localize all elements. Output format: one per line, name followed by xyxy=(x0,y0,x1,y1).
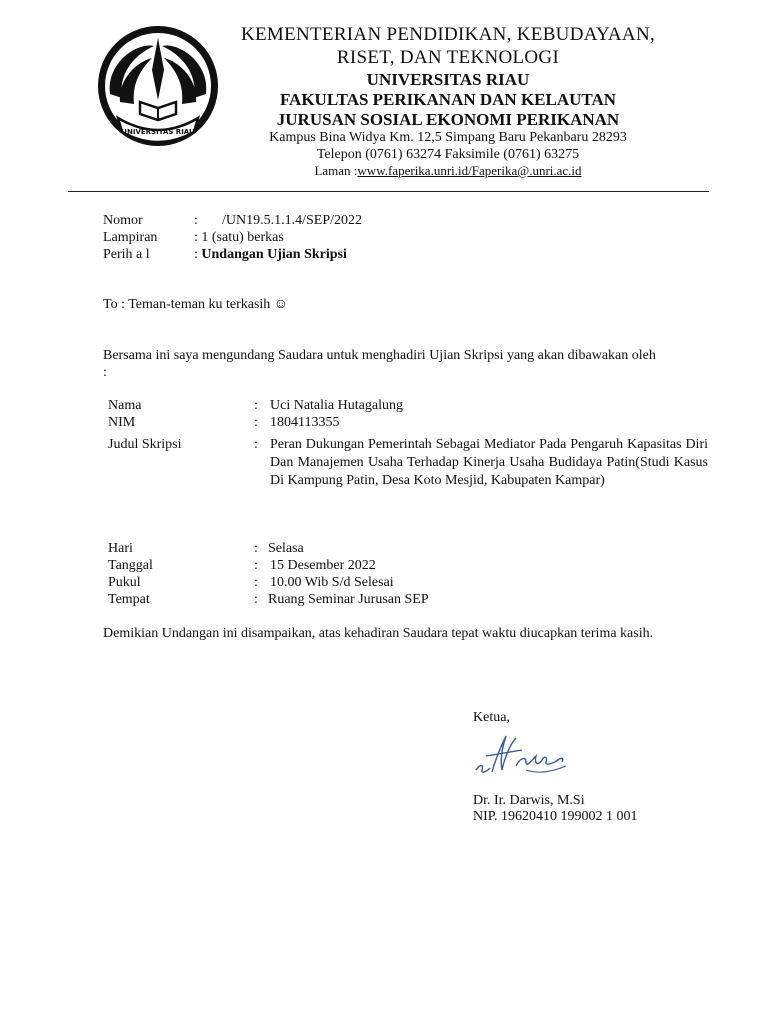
place-value: Ruang Seminar Jurusan SEP xyxy=(268,592,429,607)
subject-value: Undangan Ujian Skripsi xyxy=(201,247,347,262)
place-label: Tempat xyxy=(108,592,150,607)
number-separator: : xyxy=(194,213,198,228)
ministry-line-1: KEMENTERIAN PENDIDIKAN, KEBUDAYAAN, xyxy=(240,24,656,45)
name-value: Uci Natalia Hutagalung xyxy=(270,398,403,413)
time-label: Pukul xyxy=(108,575,141,590)
date-label: Tanggal xyxy=(108,558,153,573)
attachment-value: : 1 (satu) berkas xyxy=(194,230,284,245)
day-label: Hari xyxy=(108,541,133,556)
ministry-line-2: RISET, DAN TEKNOLOGI xyxy=(336,47,560,68)
date-value: 15 Desember 2022 xyxy=(270,558,376,573)
time-separator: : xyxy=(254,575,258,590)
nim-separator: : xyxy=(254,415,258,430)
website-line xyxy=(228,163,668,179)
faculty-name: FAKULTAS PERIKANAN DAN KELAUTAN xyxy=(279,90,617,109)
subject-label: Perih a l xyxy=(103,247,150,262)
phone-line: Telepon (0761) 63274 Faksimile (0761) 63275 xyxy=(316,147,580,162)
signatory-name: Dr. Ir. Darwis, M.Si xyxy=(473,793,585,808)
time-value: 10.00 Wib S/d Selesai xyxy=(270,575,394,590)
address-line: Kampus Bina Widya Km. 12,5 Simpang Baru Pekanbaru 28293 xyxy=(269,130,627,145)
nim-label: NIM xyxy=(108,415,136,430)
logo-text: UNIVERSITAS RIAU xyxy=(121,128,195,136)
signatory-nip: NIP. 19620410 199002 1 001 xyxy=(473,809,638,824)
closing-paragraph: Demikian Undangan ini disampaikan, atas kehadiran Saudara tepat waktu diucapkan terima kasih. xyxy=(103,626,654,641)
name-label: Nama xyxy=(108,398,142,413)
attachment-label: Lampiran xyxy=(103,230,158,245)
day-value: Selasa xyxy=(268,541,304,556)
university-logo xyxy=(96,24,220,148)
recipient-line: To : Teman-teman ku terkasih ☺ xyxy=(103,297,289,312)
thesis-value: Peran Dukungan Pemerintah Sebagai Mediator Pada Pengaruh Kapasitas Diri Dan Manajemen Usaha Terhadap Kinerja Usaha Budidaya Patin(Studi Kasus Di Kampung Patin, Desa Koto Mesjid, Kabupaten Kampar) xyxy=(270,437,708,488)
department-name: JURUSAN SOSIAL EKONOMI PERIKANAN xyxy=(276,110,620,129)
name-separator: : xyxy=(254,398,258,413)
subject-separator: : xyxy=(194,247,198,262)
date-separator: : xyxy=(254,558,258,573)
website-prefix: Laman : xyxy=(314,163,358,178)
day-separator: : xyxy=(254,541,258,556)
thesis-separator: : xyxy=(254,437,258,452)
handwritten-signature xyxy=(472,730,572,780)
subject-line xyxy=(194,246,347,263)
nim-value: 1804113355 xyxy=(270,415,340,430)
university-name: UNIVERSITAS RIAU xyxy=(366,70,530,89)
signatory-role: Ketua, xyxy=(473,710,510,725)
website-link[interactable]: www.faperika.unri.id/Faperika@.unri.ac.id xyxy=(357,163,582,178)
number-value: /UN19.5.1.1.4/SEP/2022 xyxy=(222,213,363,228)
thesis-label: Judul Skripsi xyxy=(108,437,182,452)
intro-paragraph: Bersama ini saya mengundang Saudara untuk menghadiri Ujian Skripsi yang akan dibawakan oleh : xyxy=(103,348,656,380)
number-label: Nomor xyxy=(103,213,143,228)
header-divider xyxy=(68,191,709,192)
place-separator: : xyxy=(254,592,258,607)
